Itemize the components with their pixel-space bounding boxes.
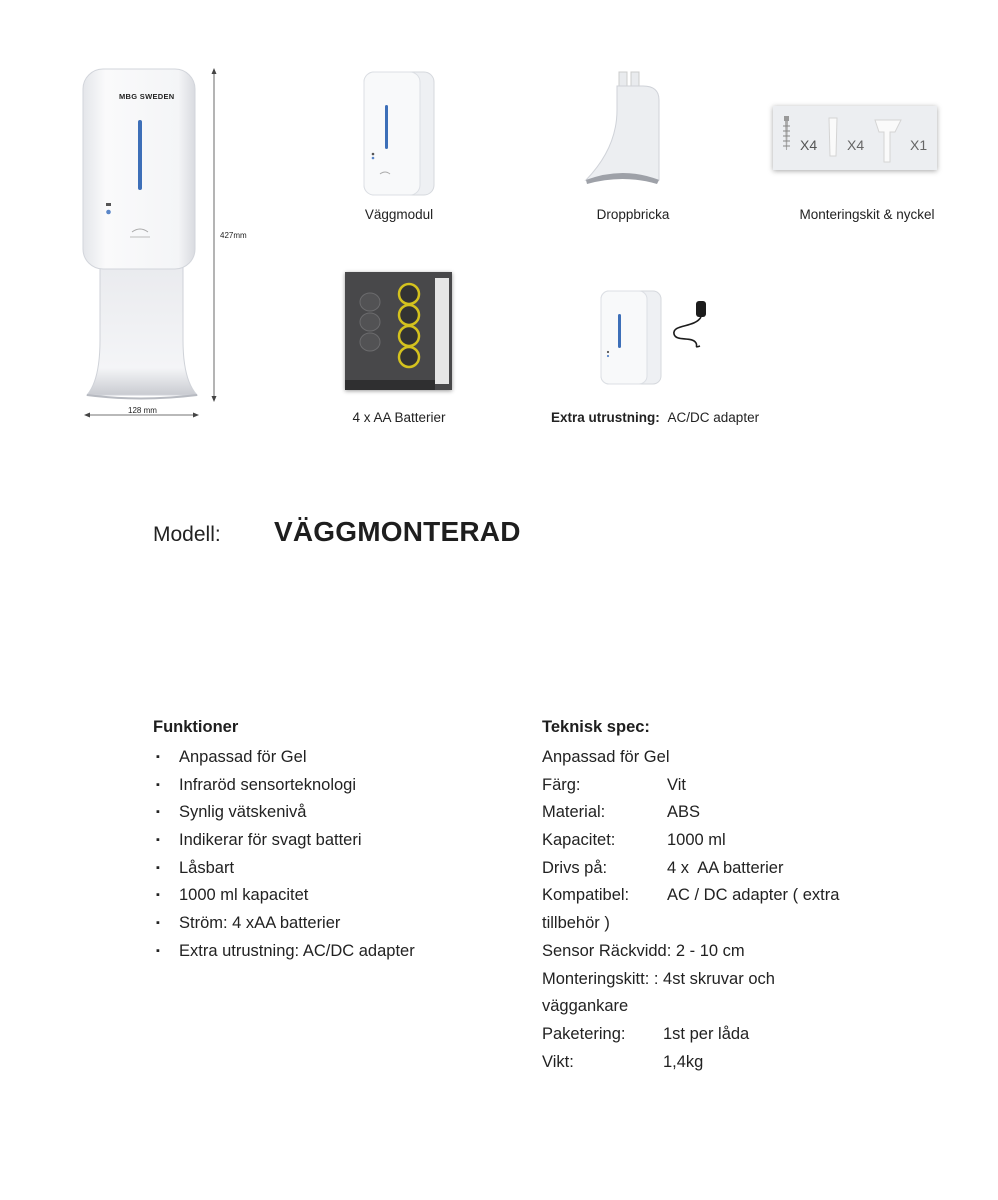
bullet-icon: ▪ — [156, 861, 160, 874]
height-dimension-label: 427mm — [220, 231, 247, 240]
spec-key: Paketering: — [542, 1024, 626, 1043]
bullet-icon: ▪ — [156, 889, 160, 902]
feature-text: Anpassad för Gel — [179, 748, 307, 766]
bullet-icon: ▪ — [156, 834, 160, 847]
spec-value: ABS — [667, 803, 701, 822]
batteries-caption: 4 x AA Batterier — [352, 410, 446, 425]
spec-value: Vit — [667, 775, 686, 794]
main-dispenser-image — [70, 60, 270, 425]
list-item — [153, 938, 415, 966]
spec-row — [542, 1049, 839, 1077]
spec-value: AC / DC adapter ( extra — [667, 886, 840, 905]
spec-value: 4 x AA batterier — [667, 858, 784, 877]
feature-text: Infraröd sensorteknologi — [179, 775, 357, 794]
wall-module-image — [360, 70, 438, 200]
spec-sensor: Sensor Räckvidd: 2 - 10 cm — [542, 941, 745, 960]
spec-mount-line2: väggankare — [542, 997, 629, 1016]
list-item — [153, 882, 415, 910]
extra-equipment-value: AC/DC adapter — [667, 410, 760, 425]
feature-text: Ström: 4 xAA batterier — [179, 914, 341, 933]
spec-key: Kapacitet: — [542, 831, 616, 850]
model-label: Modell: — [153, 523, 221, 546]
mounting-kit-image — [773, 106, 937, 170]
list-item — [153, 910, 415, 938]
spec-key: Drivs på: — [542, 858, 608, 877]
spec-row — [542, 827, 839, 855]
spec-intro: Anpassad för Gel — [542, 748, 670, 766]
spec-mount-line1: Monteringskitt: : 4st skruvar och — [542, 969, 775, 988]
spec-value: 1,4kg — [663, 1052, 704, 1071]
bullet-icon: ▪ — [156, 944, 160, 957]
spec-key: Vikt: — [542, 1052, 574, 1071]
key-quantity: X1 — [910, 137, 928, 153]
list-item — [153, 744, 415, 772]
drip-tray-image — [583, 70, 663, 190]
mounting-kit-caption: Monteringskit & nyckel — [799, 207, 935, 222]
extra-equipment-label: Extra utrustning: — [551, 410, 660, 425]
spec-value: 1000 ml — [667, 831, 726, 850]
features-title: Funktioner — [153, 718, 239, 736]
features-list — [153, 744, 415, 966]
feature-text: 1000 ml kapacitet — [179, 886, 309, 905]
model-value: VÄGGMONTERAD — [274, 516, 521, 547]
spec-value: 1st per låda — [663, 1024, 750, 1043]
spec-key: Kompatibel: — [542, 886, 630, 905]
extra-equipment-caption — [551, 410, 759, 425]
list-item — [153, 799, 415, 827]
list-item — [153, 827, 415, 855]
list-item — [153, 855, 415, 883]
bullet-icon: ▪ — [156, 778, 160, 791]
brand-label: MBG SWEDEN — [119, 92, 175, 101]
spec-continuation: tillbehör ) — [542, 914, 610, 933]
screws-quantity: X4 — [800, 137, 818, 153]
main-dispenser-figure — [70, 60, 270, 425]
spec-row — [542, 882, 839, 910]
bullet-icon: ▪ — [156, 806, 160, 819]
feature-text: Synlig vätskenivå — [179, 803, 307, 822]
wall-module-caption: Väggmodul — [364, 207, 434, 222]
feature-text: Extra utrustning: AC/DC adapter — [179, 941, 415, 960]
feature-text: Indikerar för svagt batteri — [179, 831, 362, 850]
spec-key: Färg: — [542, 775, 581, 794]
drip-tray-caption: Droppbricka — [596, 207, 670, 222]
spec-row — [542, 799, 839, 827]
spec-row — [542, 855, 839, 883]
spec-row — [542, 1021, 839, 1049]
feature-text: Låsbart — [179, 858, 235, 877]
dispenser-with-adapter-image — [600, 288, 715, 386]
spec-title: Teknisk spec: — [542, 718, 650, 736]
bullet-icon: ▪ — [156, 751, 160, 763]
list-item — [153, 772, 415, 800]
spec-row — [542, 772, 839, 800]
batteries-image — [345, 272, 452, 390]
spec-table — [542, 744, 839, 1076]
spec-key: Material: — [542, 803, 606, 822]
bullet-icon: ▪ — [156, 917, 160, 930]
width-dimension-label: 128 mm — [128, 406, 157, 415]
anchors-quantity: X4 — [847, 137, 865, 153]
